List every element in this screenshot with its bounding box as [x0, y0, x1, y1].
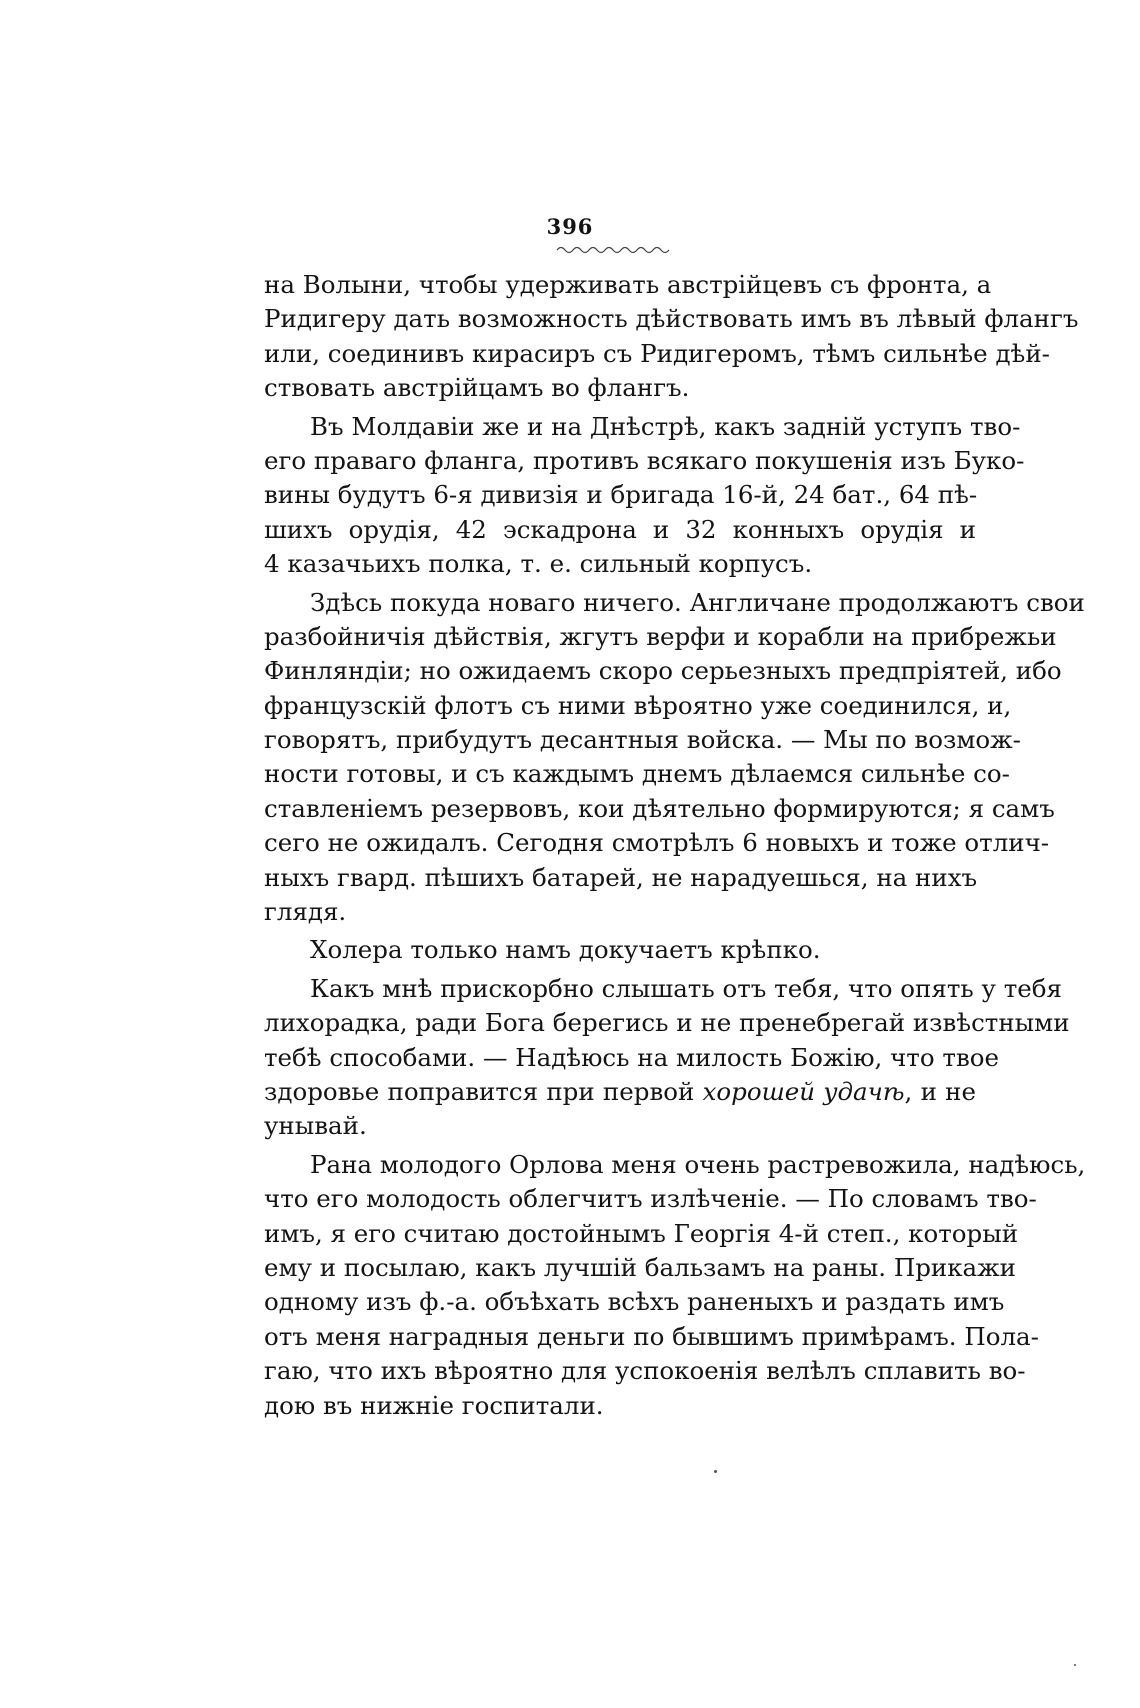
text-line: имъ, я его считаю достойнымъ Георгія 4-й степ., который [264, 1218, 1019, 1248]
paragraph-4 [264, 933, 976, 967]
text-line: глядя. [264, 897, 347, 927]
text-line: Здѣсь покуда новаго ничего. Англичане продолжаютъ свои [310, 587, 1085, 617]
text-line: шихъ орудія, 42 эскадрона и 32 конныхъ орудія и [264, 514, 976, 544]
text-line: Ридигеру дать возможность дѣйствовать имъ въ лѣвый флангъ [264, 304, 1079, 334]
ornament-divider [555, 244, 675, 254]
paragraph-5 [264, 972, 1070, 1144]
scan-speck [1074, 1664, 1076, 1666]
paragraph-3 [264, 586, 1085, 930]
text-line: сего не ожидалъ. Сегодня смотрѣлъ 6 новыхъ и тоже отлич- [264, 828, 1050, 858]
paragraph-6 [264, 1148, 1086, 1423]
scan-speck [714, 1470, 717, 1473]
text-line: ствовать австрійцамъ во флангъ. [264, 373, 690, 403]
text-line: одному изъ ф.-а. объѣхать всѣхъ раненыхъ и раздать имъ [264, 1287, 1005, 1317]
text-line: Холера только намъ докучаетъ крѣпко. [310, 935, 821, 965]
text-line: лихорадка, ради Бога берегись и не пренебрегай извѣстными [264, 1008, 1070, 1038]
text-line: ставленіемъ резервовъ, кои дѣятельно формируются; я самъ [264, 793, 1055, 823]
text-line: дою въ нижніе госпитали. [264, 1390, 604, 1420]
text-line: ныхъ гвард. пѣшихъ батарей, не нарадуешься, на нихъ [264, 862, 978, 892]
text-line: Финляндіи; но ожидаемъ скоро серьезныхъ предпріятей, ибо [264, 656, 1062, 686]
text-line: говорятъ, прибудутъ десантныя войска. — Мы по возмож- [264, 725, 1021, 755]
text-line: вины будутъ 6-я дивизія и бригада 16-й, 24 бат., 64 пѣ- [264, 480, 978, 510]
text-line: ему и посылаю, какъ лучшій бальзамъ на раны. Прикажи [264, 1252, 1017, 1282]
text-body [264, 268, 1086, 1427]
text-line: французскій флотъ съ ними вѣроятно уже соединился, и, [264, 690, 1012, 720]
text-line: Какъ мнѣ прискорбно слышать отъ тебя, что опять у тебя [310, 973, 1062, 1003]
text-line: тебѣ способами. — Надѣюсь на милость Божію, что твое [264, 1042, 999, 1072]
text-line: его праваго фланга, противъ всякаго покушенія изъ Буко- [264, 445, 1025, 475]
text-line: Въ Молдавіи же и на Днѣстрѣ, какъ задній уступъ тво- [310, 411, 1021, 441]
text-line: гаю, что ихъ вѣроятно для успокоенія велѣлъ сплавить во- [264, 1356, 1026, 1386]
paragraph-1 [264, 268, 1079, 406]
text-line: на Волыни, чтобы удерживать австрійцевъ съ фронта, а [264, 270, 992, 299]
text-line: ности готовы, и съ каждымъ днемъ дѣлаемся сильнѣе со- [264, 759, 1010, 789]
page-number: 396 [546, 214, 594, 239]
text-line: или, соединивъ кирасиръ съ Ридигеромъ, тѣмъ сильнѣе дѣй- [264, 338, 1050, 368]
text-line: отъ меня наградныя деньги по бывшимъ примѣрамъ. Пола- [264, 1321, 1039, 1351]
text-line: Рана молодого Орлова меня очень растревожила, надѣюсь, [310, 1149, 1086, 1179]
text-line: 4 казачьихъ полка, т. е. сильный корпусъ. [264, 549, 813, 579]
paragraph-2 [264, 410, 1025, 582]
text-line-with-italic [264, 1075, 976, 1109]
text-line: что его молодость облегчитъ излѣченіе. — По словамъ тво- [264, 1184, 1037, 1214]
text-line: разбойничія дѣйствія, жгутъ верфи и корабли на прибрежьи [264, 621, 1057, 651]
italic-phrase: хорошей удачѣ [702, 1076, 905, 1106]
text-segment: здоровье поправится при первой [264, 1076, 703, 1106]
text-segment: , и не [904, 1076, 976, 1106]
text-line: унывай. [264, 1111, 367, 1141]
